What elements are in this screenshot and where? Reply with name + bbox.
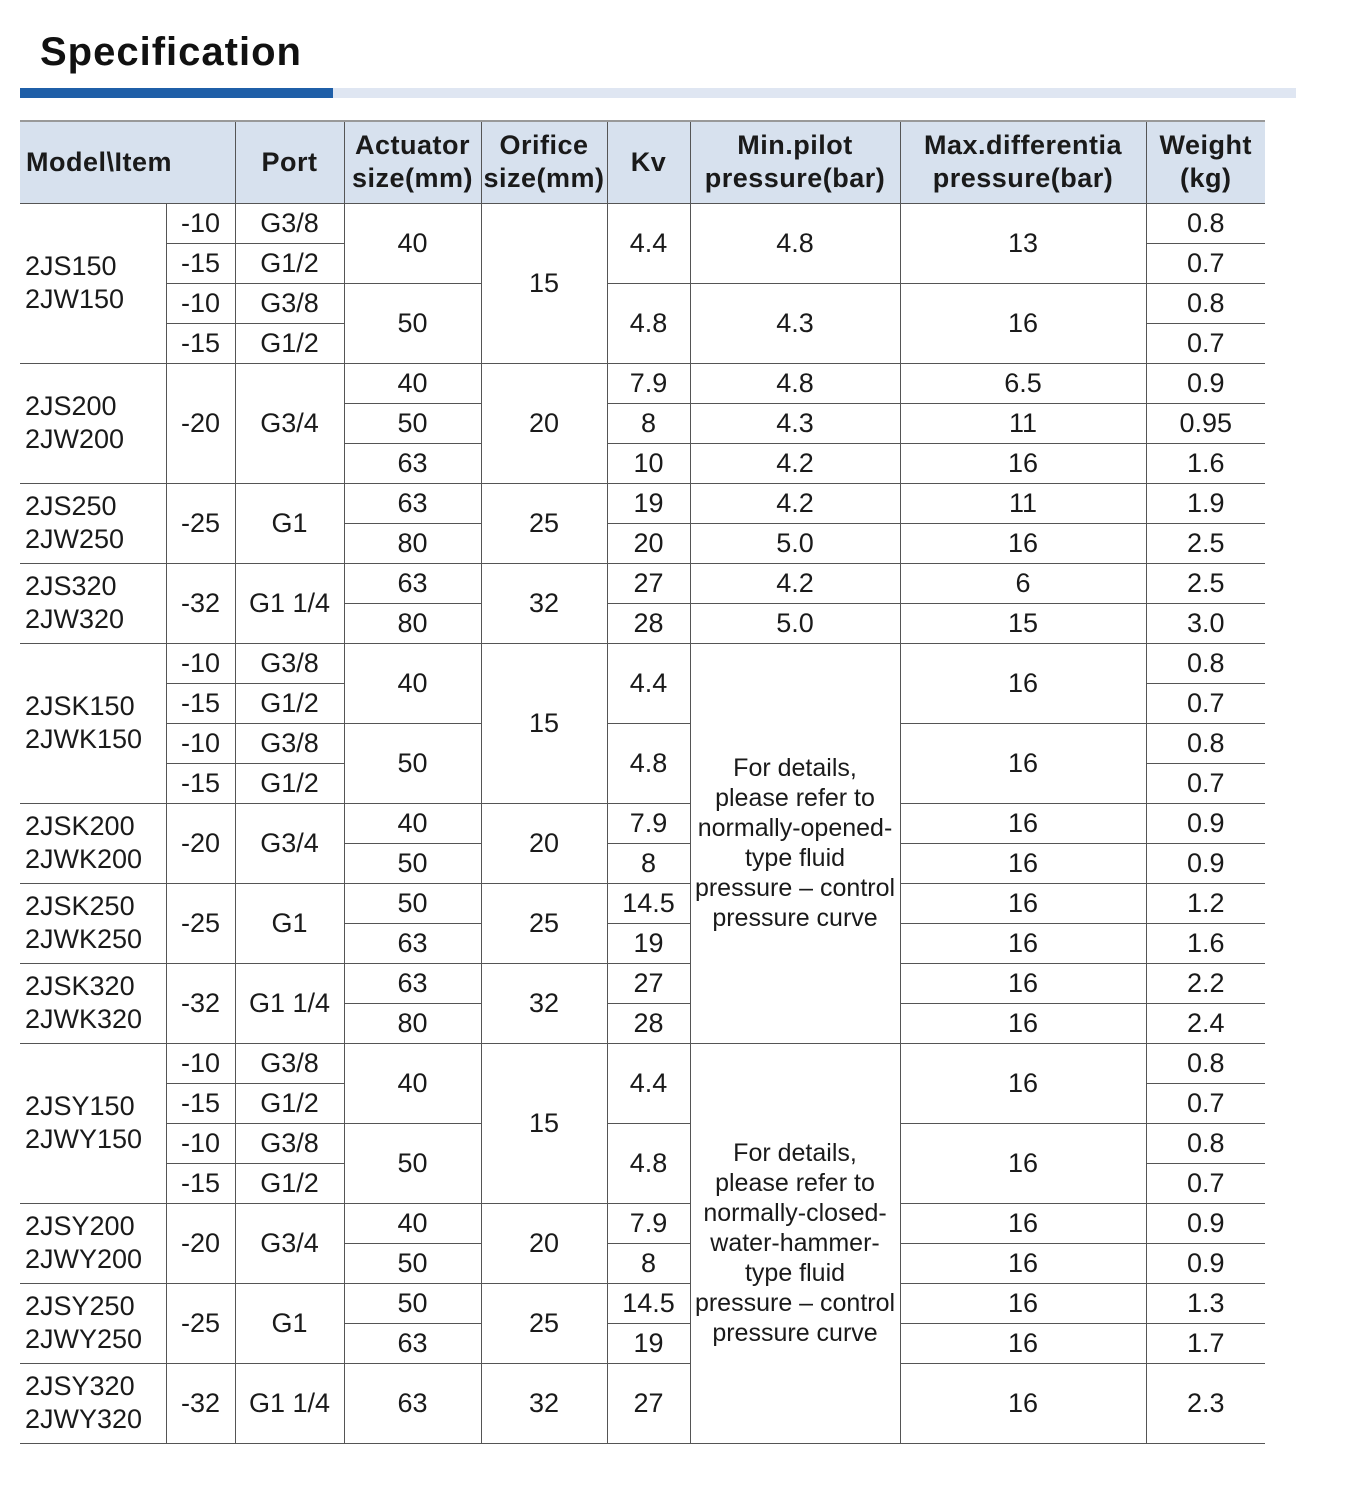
actuator-cell: 40: [344, 803, 481, 843]
actuator-cell: 40: [344, 643, 481, 723]
header-min-pilot: Min.pilot pressure(bar): [690, 121, 900, 203]
actuator-cell: 80: [344, 523, 481, 563]
suffix-cell: -10: [166, 1123, 235, 1163]
actuator-cell: 80: [344, 603, 481, 643]
orifice-cell: 25: [481, 483, 607, 563]
kv-cell: 27: [607, 963, 690, 1003]
header-model: Model\Item: [20, 121, 235, 203]
weight-cell: 0.8: [1146, 1123, 1265, 1163]
actuator-cell: 50: [344, 283, 481, 363]
weight-cell: 0.7: [1146, 243, 1265, 283]
suffix-cell: -10: [166, 203, 235, 243]
actuator-cell: 40: [344, 1203, 481, 1243]
title-underline-accent: [20, 88, 333, 98]
header-port: Port: [235, 121, 344, 203]
weight-cell: 2.2: [1146, 963, 1265, 1003]
weight-cell: 0.8: [1146, 1043, 1265, 1083]
max-diff-cell: 16: [900, 283, 1146, 363]
model-cell: 2JSY200 2JWY200: [20, 1203, 166, 1283]
table-row: [20, 563, 1265, 603]
actuator-cell: 50: [344, 1283, 481, 1323]
actuator-cell: 63: [344, 1363, 481, 1443]
max-diff-cell: 16: [900, 923, 1146, 963]
port-cell: G3/8: [235, 1043, 344, 1083]
port-cell: G1 1/4: [235, 963, 344, 1043]
actuator-cell: 50: [344, 1243, 481, 1283]
actuator-cell: 50: [344, 883, 481, 923]
model-cell: 2JSY250 2JWY250: [20, 1283, 166, 1363]
suffix-cell: -25: [166, 1283, 235, 1363]
max-diff-cell: 6: [900, 563, 1146, 603]
actuator-cell: 63: [344, 443, 481, 483]
table-row: [20, 803, 1265, 843]
weight-cell: 0.7: [1146, 1163, 1265, 1203]
weight-cell: 0.8: [1146, 643, 1265, 683]
actuator-cell: 50: [344, 843, 481, 883]
suffix-cell: -20: [166, 1203, 235, 1283]
port-cell: G1: [235, 1283, 344, 1363]
kv-cell: 4.4: [607, 203, 690, 283]
kv-cell: 4.8: [607, 283, 690, 363]
header-kv: Kv: [607, 121, 690, 203]
kv-cell: 19: [607, 923, 690, 963]
max-diff-cell: 16: [900, 1363, 1146, 1443]
kv-cell: 4.4: [607, 1043, 690, 1123]
kv-cell: 7.9: [607, 363, 690, 403]
orifice-cell: 15: [481, 643, 607, 803]
suffix-cell: -15: [166, 683, 235, 723]
min-pilot-cell: 4.2: [690, 483, 900, 523]
table-row: [20, 1043, 1265, 1083]
model-cell: 2JSK200 2JWK200: [20, 803, 166, 883]
table-row: [20, 1283, 1265, 1323]
specification-table: [20, 120, 1265, 1444]
min-pilot-cell: 4.2: [690, 443, 900, 483]
model-cell: 2JS250 2JW250: [20, 483, 166, 563]
header-actuator: Actuator size(mm): [344, 121, 481, 203]
weight-cell: 0.8: [1146, 203, 1265, 243]
table-row: [20, 363, 1265, 403]
port-cell: G3/4: [235, 803, 344, 883]
max-diff-cell: 16: [900, 1123, 1146, 1203]
port-cell: G1 1/4: [235, 563, 344, 643]
suffix-cell: -25: [166, 483, 235, 563]
orifice-cell: 20: [481, 803, 607, 883]
weight-cell: 0.7: [1146, 763, 1265, 803]
kv-cell: 4.8: [607, 723, 690, 803]
port-cell: G1 1/4: [235, 1363, 344, 1443]
kv-cell: 27: [607, 563, 690, 603]
suffix-cell: -32: [166, 963, 235, 1043]
weight-cell: 0.9: [1146, 1203, 1265, 1243]
orifice-cell: 32: [481, 963, 607, 1043]
min-pilot-cell: 4.2: [690, 563, 900, 603]
kv-cell: 4.8: [607, 1123, 690, 1203]
kv-cell: 4.4: [607, 643, 690, 723]
max-diff-cell: 16: [900, 723, 1146, 803]
kv-cell: 14.5: [607, 1283, 690, 1323]
weight-cell: 0.95: [1146, 403, 1265, 443]
kv-cell: 8: [607, 403, 690, 443]
port-cell: G1: [235, 883, 344, 963]
table-row: [20, 643, 1265, 683]
model-cell: 2JS200 2JW200: [20, 363, 166, 483]
max-diff-cell: 15: [900, 603, 1146, 643]
max-diff-cell: 16: [900, 803, 1146, 843]
actuator-cell: 50: [344, 723, 481, 803]
min-pilot-cell: 5.0: [690, 603, 900, 643]
suffix-cell: -15: [166, 1163, 235, 1203]
kv-cell: 7.9: [607, 803, 690, 843]
header-weight: Weight (kg): [1146, 121, 1265, 203]
weight-cell: 0.7: [1146, 323, 1265, 363]
max-diff-cell: 16: [900, 643, 1146, 723]
actuator-cell: 63: [344, 1323, 481, 1363]
suffix-cell: -10: [166, 283, 235, 323]
weight-cell: 0.8: [1146, 723, 1265, 763]
weight-cell: 2.5: [1146, 563, 1265, 603]
min-pilot-cell: 4.8: [690, 363, 900, 403]
kv-cell: 14.5: [607, 883, 690, 923]
orifice-cell: 15: [481, 203, 607, 363]
port-cell: G1/2: [235, 323, 344, 363]
max-diff-cell: 16: [900, 1203, 1146, 1243]
model-cell: 2JSK320 2JWK320: [20, 963, 166, 1043]
weight-cell: 0.8: [1146, 283, 1265, 323]
actuator-cell: 50: [344, 403, 481, 443]
kv-cell: 7.9: [607, 1203, 690, 1243]
table-row: [20, 963, 1265, 1003]
suffix-cell: -15: [166, 323, 235, 363]
table-row: [20, 283, 1265, 323]
orifice-cell: 25: [481, 1283, 607, 1363]
suffix-cell: -20: [166, 363, 235, 483]
port-cell: G3/8: [235, 723, 344, 763]
max-diff-cell: 16: [900, 523, 1146, 563]
kv-cell: 8: [607, 843, 690, 883]
max-diff-cell: 16: [900, 1003, 1146, 1043]
weight-cell: 3.0: [1146, 603, 1265, 643]
weight-cell: 1.3: [1146, 1283, 1265, 1323]
header-orifice: Orifice size(mm): [481, 121, 607, 203]
kv-cell: 19: [607, 483, 690, 523]
port-cell: G3/8: [235, 203, 344, 243]
max-diff-cell: 16: [900, 443, 1146, 483]
port-cell: G3/4: [235, 1203, 344, 1283]
port-cell: G1/2: [235, 1163, 344, 1203]
kv-cell: 28: [607, 603, 690, 643]
normally-closed-note: For details, please refer to normally-closed-water-hammer-type fluid pressure – control pressure curve: [690, 1043, 900, 1443]
weight-cell: 1.7: [1146, 1323, 1265, 1363]
weight-cell: 1.6: [1146, 443, 1265, 483]
suffix-cell: -32: [166, 563, 235, 643]
actuator-cell: 63: [344, 963, 481, 1003]
max-diff-cell: 16: [900, 963, 1146, 1003]
min-pilot-cell: 4.3: [690, 403, 900, 443]
port-cell: G3/4: [235, 363, 344, 483]
min-pilot-cell: 4.3: [690, 283, 900, 363]
header-max-differential: Max.differentia pressure(bar): [900, 121, 1146, 203]
weight-cell: 0.9: [1146, 843, 1265, 883]
max-diff-cell: 13: [900, 203, 1146, 283]
weight-cell: 0.9: [1146, 363, 1265, 403]
actuator-cell: 40: [344, 1043, 481, 1123]
model-cell: 2JSK250 2JWK250: [20, 883, 166, 963]
suffix-cell: -15: [166, 243, 235, 283]
normally-opened-note: For details, please refer to normally-opened-type fluid pressure – control pressure curve: [690, 643, 900, 1043]
min-pilot-cell: 5.0: [690, 523, 900, 563]
suffix-cell: -15: [166, 1083, 235, 1123]
port-cell: G1/2: [235, 243, 344, 283]
table-row: [20, 1203, 1265, 1243]
suffix-cell: -15: [166, 763, 235, 803]
weight-cell: 1.9: [1146, 483, 1265, 523]
max-diff-cell: 11: [900, 483, 1146, 523]
weight-cell: 2.3: [1146, 1363, 1265, 1443]
kv-cell: 20: [607, 523, 690, 563]
weight-cell: 1.6: [1146, 923, 1265, 963]
suffix-cell: -32: [166, 1363, 235, 1443]
max-diff-cell: 16: [900, 1323, 1146, 1363]
orifice-cell: 32: [481, 1363, 607, 1443]
actuator-cell: 63: [344, 483, 481, 523]
max-diff-cell: 11: [900, 403, 1146, 443]
kv-cell: 8: [607, 1243, 690, 1283]
max-diff-cell: 16: [900, 883, 1146, 923]
suffix-cell: -10: [166, 1043, 235, 1083]
page-title: Specification: [40, 30, 302, 74]
kv-cell: 27: [607, 1363, 690, 1443]
suffix-cell: -10: [166, 643, 235, 683]
suffix-cell: -10: [166, 723, 235, 763]
orifice-cell: 25: [481, 883, 607, 963]
actuator-cell: 80: [344, 1003, 481, 1043]
weight-cell: 1.2: [1146, 883, 1265, 923]
actuator-cell: 63: [344, 923, 481, 963]
table-row: [20, 883, 1265, 923]
table-row: [20, 483, 1265, 523]
port-cell: G1/2: [235, 683, 344, 723]
model-cell: 2JSY320 2JWY320: [20, 1363, 166, 1443]
model-cell: 2JSK150 2JWK150: [20, 643, 166, 803]
orifice-cell: 32: [481, 563, 607, 643]
weight-cell: 0.9: [1146, 803, 1265, 843]
actuator-cell: 40: [344, 363, 481, 403]
table-row: [20, 203, 1265, 243]
table-row: [20, 1123, 1265, 1163]
kv-cell: 28: [607, 1003, 690, 1043]
model-cell: 2JS320 2JW320: [20, 563, 166, 643]
kv-cell: 10: [607, 443, 690, 483]
orifice-cell: 20: [481, 1203, 607, 1283]
weight-cell: 0.7: [1146, 1083, 1265, 1123]
weight-cell: 0.7: [1146, 683, 1265, 723]
weight-cell: 2.4: [1146, 1003, 1265, 1043]
max-diff-cell: 16: [900, 1283, 1146, 1323]
orifice-cell: 20: [481, 363, 607, 483]
orifice-cell: 15: [481, 1043, 607, 1203]
table-row: [20, 723, 1265, 763]
model-cell: 2JSY150 2JWY150: [20, 1043, 166, 1203]
weight-cell: 2.5: [1146, 523, 1265, 563]
max-diff-cell: 6.5: [900, 363, 1146, 403]
header-row: [20, 121, 1265, 203]
port-cell: G1/2: [235, 763, 344, 803]
port-cell: G1/2: [235, 1083, 344, 1123]
actuator-cell: 50: [344, 1123, 481, 1203]
max-diff-cell: 16: [900, 843, 1146, 883]
min-pilot-cell: 4.8: [690, 203, 900, 283]
actuator-cell: 63: [344, 563, 481, 603]
suffix-cell: -25: [166, 883, 235, 963]
weight-cell: 0.9: [1146, 1243, 1265, 1283]
table-row: [20, 1363, 1265, 1443]
port-cell: G3/8: [235, 643, 344, 683]
kv-cell: 19: [607, 1323, 690, 1363]
actuator-cell: 40: [344, 203, 481, 283]
port-cell: G3/8: [235, 283, 344, 323]
port-cell: G1: [235, 483, 344, 563]
model-cell: 2JS150 2JW150: [20, 203, 166, 363]
suffix-cell: -20: [166, 803, 235, 883]
port-cell: G3/8: [235, 1123, 344, 1163]
max-diff-cell: 16: [900, 1043, 1146, 1123]
max-diff-cell: 16: [900, 1243, 1146, 1283]
